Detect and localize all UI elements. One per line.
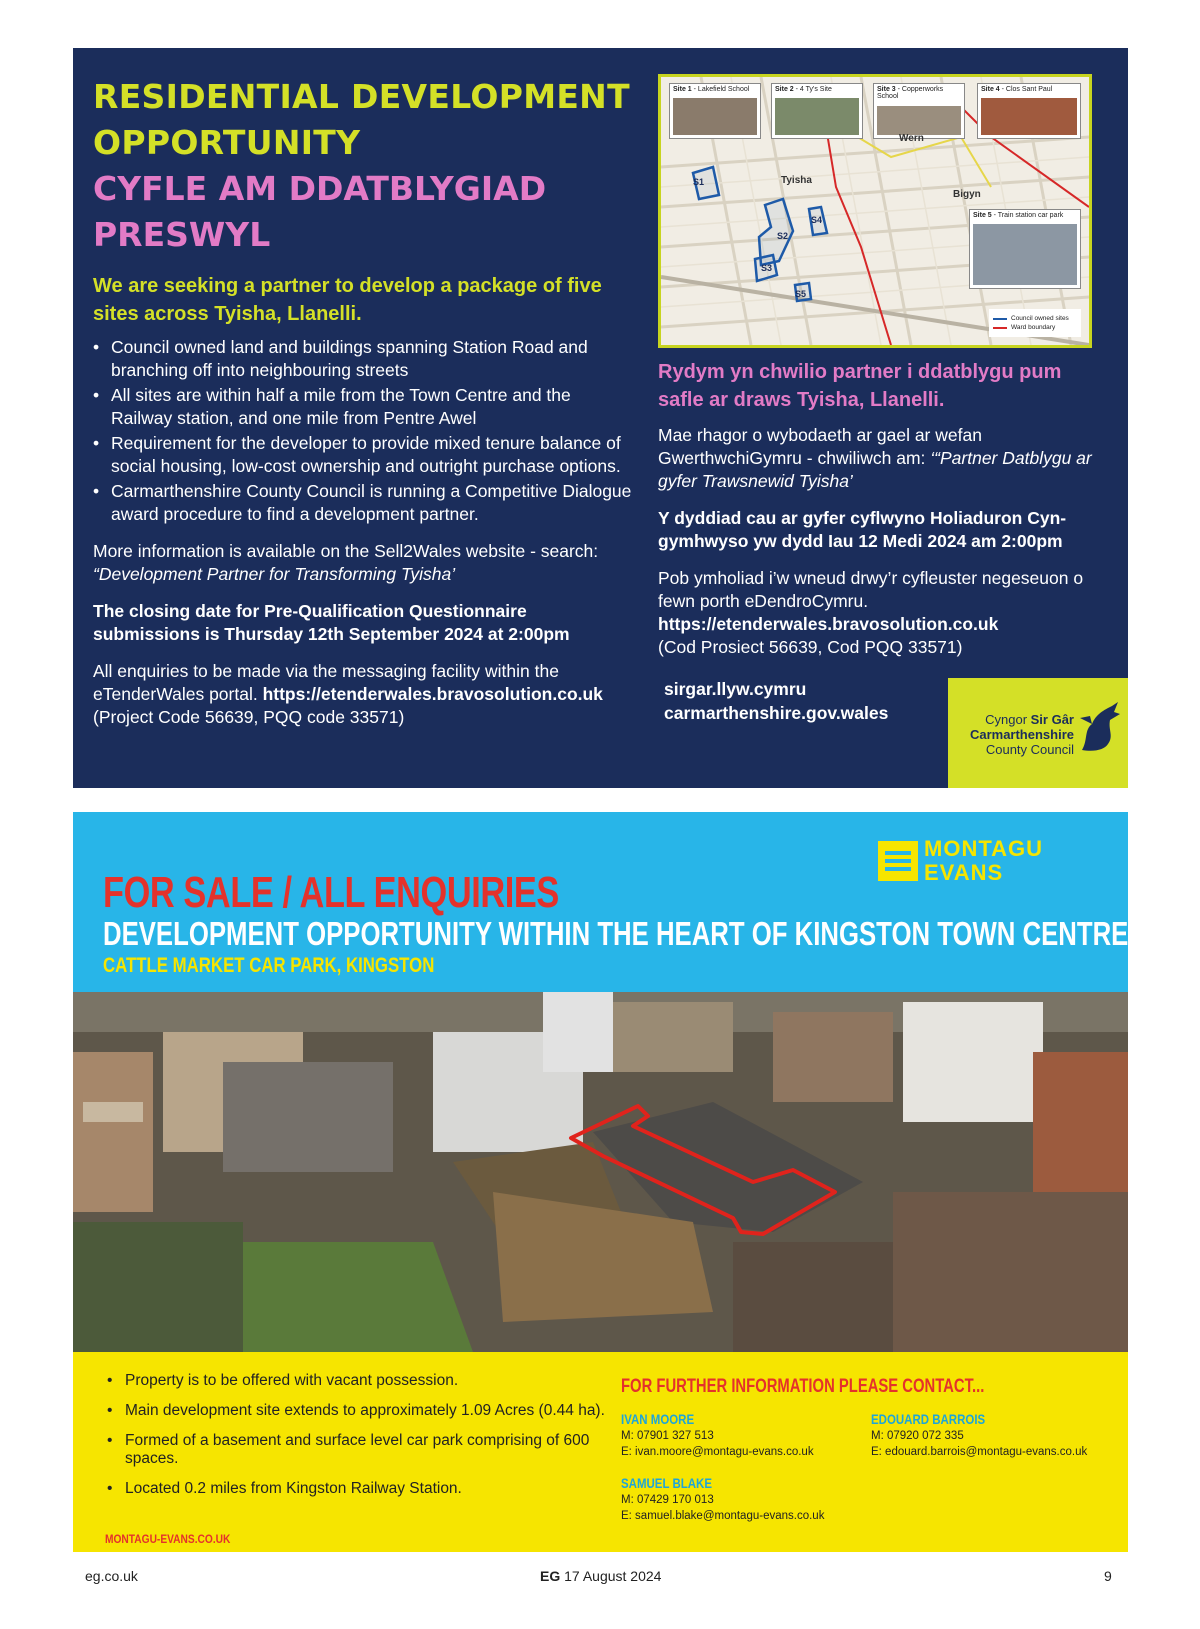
more-info-welsh-text: Mae rhagor o wybodaeth ar gael ar wefan GwerthwchiGymru - chwiliwch am:	[658, 425, 982, 468]
montagu-evans-website-link[interactable]: MONTAGU-EVANS.CO.UK	[105, 1532, 231, 1546]
aerial-photo-graphic	[73, 992, 1128, 1352]
contact-heading: FOR FURTHER INFORMATION PLEASE CONTACT...	[621, 1376, 985, 1397]
enquiries-welsh	[658, 567, 1098, 659]
logo-word-2: EVANS	[924, 860, 1004, 885]
map-marker-s3: S3	[761, 263, 773, 273]
carmarthenshire-link[interactable]: carmarthenshire.gov.wales	[664, 703, 889, 723]
english-column	[93, 74, 633, 729]
list-item: • Formed of a basement and surface level car park comprising of 600 spaces.	[125, 1432, 605, 1468]
location-heading: CATTLE MARKET CAR PARK, KINGSTON	[103, 954, 435, 977]
more-info-english	[93, 540, 633, 586]
contact-edouard-barrois	[871, 1410, 1087, 1460]
council-logo	[948, 678, 1128, 788]
map-legend	[989, 309, 1081, 337]
enquiries-english	[93, 660, 633, 729]
bullet-list	[93, 336, 633, 526]
closing-date-welsh: Y dyddiad cau ar gyfer cyflwyno Holiaduron Cyn-gymhwyso yw dydd Iau 12 Medi 2024 am 2:00pm	[658, 508, 1067, 551]
subtitle-welsh: Rydym yn chwilio partner i ddatblygu pum safle ar draws Tyisha, Llanelli.	[658, 361, 1062, 411]
headline-welsh-line-2: PRESWYL	[93, 215, 271, 254]
subtitle-english: We are seeking a partner to develop a package of five sites across Tyisha, Llanelli.	[93, 275, 602, 325]
site-photo	[981, 98, 1077, 135]
project-codes-welsh: (Cod Prosiect 56639, Cod PQQ 33571)	[658, 637, 963, 657]
legend-row	[993, 315, 1077, 322]
footer-site[interactable]: eg.co.uk	[85, 1568, 138, 1584]
list-item: • Council owned land and buildings spanning Station Road and branching off into neighbouring streets	[111, 336, 633, 382]
more-info-search-term: “Development Partner for Transforming Tyisha’	[93, 564, 456, 584]
list-item: • Main development site extends to approximately 1.09 Acres (0.44 ha).	[125, 1402, 605, 1420]
more-info-text: More information is available on the Sell2Wales website - search:	[93, 541, 599, 561]
legend-swatch	[993, 327, 1007, 329]
project-codes: (Project Code 56639, PQQ code 33571)	[93, 707, 405, 727]
site-photo	[673, 98, 757, 135]
council-name-welsh-bold: Sir Gâr	[1030, 712, 1074, 727]
contact-name: IVAN MOORE	[621, 1411, 695, 1427]
site-3-card: Site 3 - Copperworks School	[873, 83, 965, 139]
list-item: • Requirement for the developer to provide mixed tenure balance of social housing, low-cost ownership and outright purchase options.	[111, 432, 633, 478]
site-4-card: Site 4 - Clos Sant Paul	[977, 83, 1081, 139]
montagu-evans-logo	[878, 836, 1078, 886]
site-card-name: Clos Sant Paul	[1005, 86, 1053, 93]
logo-text	[924, 837, 1043, 885]
map-marker-s4: S4	[811, 215, 823, 225]
site-card-label: Site 5	[973, 212, 992, 219]
contact-email[interactable]: E: samuel.blake@montagu-evans.co.uk	[621, 1510, 825, 1522]
site-card-name: Copperworks School	[877, 86, 944, 100]
logo-word-1: MONTAGU	[924, 836, 1044, 861]
map-marker-s5: S5	[795, 289, 807, 299]
site-card-label: Site 3	[877, 86, 896, 93]
contact-mobile[interactable]: M: 07901 327 513	[621, 1430, 714, 1442]
more-info-welsh	[658, 424, 1098, 493]
site-photo	[775, 98, 859, 135]
for-sale-headline: FOR SALE / ALL ENQUIRIES	[103, 868, 559, 917]
site-card-name: Train station car park	[997, 212, 1064, 219]
more-info-welsh-search-term: ‘“Partner Datblygu ar gyfer Trawsnewid Tyisha’	[658, 448, 1092, 491]
council-name-welsh-prefix: Cyngor	[985, 712, 1031, 727]
contact-ivan-moore	[621, 1410, 814, 1460]
site-2-card: Site 2 - 4 Ty's Site	[771, 83, 863, 139]
headline-welsh-line-1: CYFLE AM DDATBLYGIAD	[93, 169, 547, 208]
enquiries-text: All enquiries to be made via the messaging facility within the eTenderWales portal.	[93, 661, 559, 704]
page-number: 9	[1104, 1568, 1112, 1584]
list-item: • Property is to be offered with vacant possession.	[125, 1372, 605, 1390]
property-info-panel	[73, 1352, 1128, 1552]
dragon-icon	[1078, 700, 1122, 756]
legend-label: Council owned sites	[1011, 315, 1069, 322]
headline-english-line-1: RESIDENTIAL DEVELOPMENT	[93, 77, 630, 116]
contact-mobile[interactable]: M: 07429 170 013	[621, 1494, 714, 1506]
council-name-english: Carmarthenshire	[969, 727, 1074, 742]
council-name-english-2: County Council	[985, 742, 1074, 757]
site-1-card: Site 1 - Lakefield School	[669, 83, 761, 139]
contact-name: EDOUARD BARROIS	[871, 1411, 986, 1427]
property-bullet-list	[105, 1372, 605, 1510]
site-card-label: Site 2	[775, 86, 794, 93]
footer-date: 17 August 2024	[560, 1568, 662, 1584]
map-place-bigyn: Bigyn	[953, 189, 981, 200]
contact-email[interactable]: E: edouard.barrois@montagu-evans.co.uk	[871, 1446, 1088, 1458]
logo-mark-icon	[878, 841, 918, 881]
contact-samuel-blake	[621, 1474, 824, 1524]
list-item: • Located 0.2 miles from Kingston Railway Station.	[125, 1480, 605, 1498]
site-photo	[973, 224, 1077, 285]
site-card-label: Site 1	[673, 86, 692, 93]
legend-label: Ward boundary	[1011, 324, 1056, 331]
montagu-evans-advert	[73, 812, 1128, 1552]
aerial-photo	[73, 992, 1128, 1352]
map-marker-s2: S2	[777, 231, 789, 241]
footer-issue	[540, 1568, 661, 1584]
etenderwales-link[interactable]: https://etenderwales.bravosolution.co.uk	[262, 684, 603, 704]
closing-date-english: The closing date for Pre-Qualification Questionnaire submissions is Thursday 12th September 2024 at 2:00pm	[93, 601, 570, 644]
contact-mobile[interactable]: M: 07920 072 335	[871, 1430, 964, 1442]
enquiries-welsh-text: Pob ymholiad i’w wneud drwy’r cyfleuster negeseuon o fewn porth eDendroCymru.	[658, 568, 1084, 611]
development-opportunity-heading: DEVELOPMENT OPPORTUNITY WITHIN THE HEART OF KINGSTON TOWN CENTRE	[103, 915, 1129, 952]
legend-swatch	[993, 318, 1007, 320]
headline-welsh	[93, 166, 633, 258]
contact-name: SAMUEL BLAKE	[621, 1475, 712, 1491]
headline-english-line-2: OPPORTUNITY	[93, 123, 361, 162]
carmarthenshire-advert	[73, 48, 1128, 788]
welsh-column	[658, 74, 1098, 725]
map-marker-s1: S1	[693, 177, 705, 187]
site-card-name: Lakefield School	[697, 86, 750, 93]
footer-magazine: EG	[540, 1568, 561, 1584]
list-item: • Carmarthenshire County Council is running a Competitive Dialogue award procedure to find a development partner.	[111, 480, 633, 526]
site-photo	[877, 106, 961, 135]
site-5-card: Site 5 - Train station car park	[969, 209, 1081, 289]
etenderwales-link-welsh[interactable]: https://etenderwales.bravosolution.co.uk	[658, 614, 999, 634]
headline-english	[93, 74, 633, 166]
map-place-wern: Wern	[899, 133, 924, 144]
map-place-tyisha: Tyisha	[781, 175, 812, 186]
site-card-label: Site 4	[981, 86, 1000, 93]
contact-email[interactable]: E: ivan.moore@montagu-evans.co.uk	[621, 1446, 814, 1458]
site-map	[658, 74, 1092, 348]
legend-row	[993, 324, 1077, 331]
list-item: • All sites are within half a mile from the Town Centre and the Railway station, and one mile from Pentre Awel	[111, 384, 633, 430]
sirgar-link[interactable]: sirgar.llyw.cymru	[664, 679, 807, 699]
site-card-name: 4 Ty's Site	[799, 86, 832, 93]
